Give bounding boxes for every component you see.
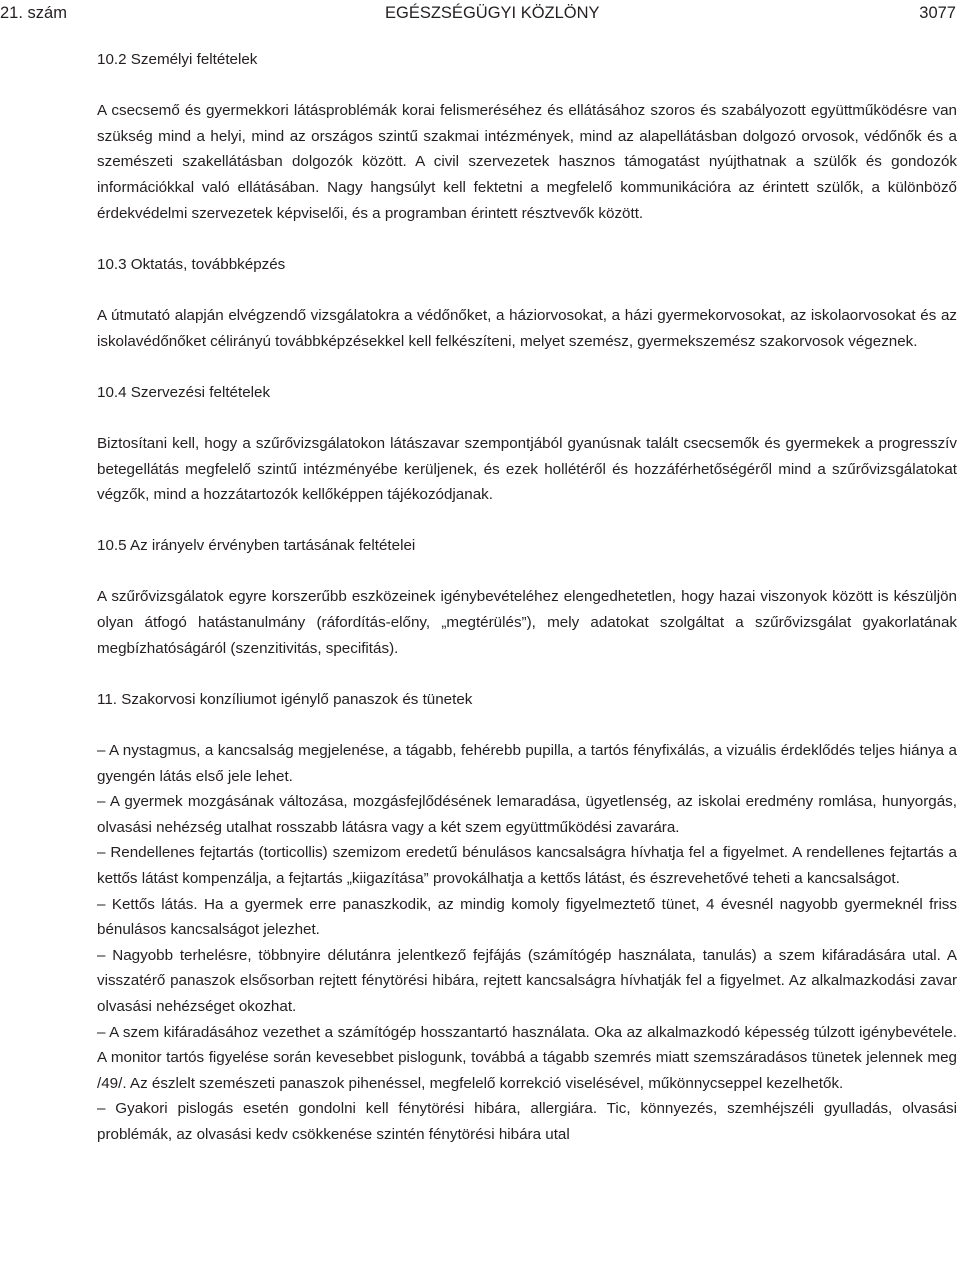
- journal-title: EGÉSZSÉGÜGYI KÖZLÖNY: [385, 4, 600, 22]
- list-item: – A szem kifáradásához vezethet a számítógép hosszantartó használata. Oka az alkalmazkodó képesség túlzott igénybevétele. A monitor tartós figyelése során kevesebbet pislogunk, továbbá a tágabb szemrés miatt szemszáradásos tünetek jelennek meg /49/. Az észlelt szemészeti panaszok pihenéssel, megfelelő korrekció viselésével, műkönnycseppel kezelhetők.: [97, 1023, 957, 1092]
- list-item: – Kettős látás. Ha a gyermek erre panaszkodik, az mindig komoly figyelmeztető tünet, 4 évesnél nagyobb gyermeknél friss bénulásos kancsalságot jelezhet.: [97, 895, 957, 939]
- section-heading-10-5: 10.5 Az irányelv érvényben tartásának feltételei: [97, 537, 416, 555]
- section-heading-11: 11. Szakorvosi konzíliumot igénylő panaszok és tünetek: [97, 690, 473, 708]
- list-item: – Gyakori pislogás esetén gondolni kell fénytörési hibára, allergiára. Tic, könnyezés, szemhéjszéli gyulladás, olvasási problémák, az olvasási kedv csökkenése szintén fénytörési hibára utal: [97, 1100, 957, 1143]
- section-paragraph-10-3: A útmutató alapján elvégzendő vizsgálatokra a védőnőket, a háziorvosokat, a házi gyermekorvosokat, az iskolaorvosokat és az iskolavédőnőket célirányú továbbképzésekkel kell felkészíteni, melyet szemész, gyermekszemész szakorvosok végeznek.: [97, 306, 957, 350]
- list-item: – Nagyobb terhelésre, többnyire délutánra jelentkező fejfájás (számítógép használata, tanulás) a szem kifáradására utal. A visszatérő panaszok elsősorban rejtett fénytörési hibára, rejtett kancsalságra hívhatják fel a figyelmet. Az alkalmazkodási zavar olvasási nehézséget okozhat.: [97, 946, 957, 1015]
- page-header: [0, 1, 960, 27]
- list-item: – A nystagmus, a kancsalság megjelenése, a tágabb, fehérebb pupilla, a tartós fényfixálás, a vizuális érdeklődés teljes hiánya a gyengén látás első jele lehet.: [97, 742, 957, 785]
- symptom-list: [97, 738, 957, 1148]
- section-heading-10-4: 10.4 Szervezési feltételek: [97, 383, 271, 401]
- document-body: [97, 47, 957, 1148]
- section-heading-10-2: 10.2 Személyi feltételek: [97, 51, 258, 68]
- section-paragraph-10-4: Biztosítani kell, hogy a szűrővizsgálatokon látászavar szempontjából gyanúsnak talált csecsemők és gyermekek a progresszív betegellátás megfelelő szintű intézményébe kerüljenek, és ezek hollétéről és hozzáférhetőségéről mind a szűrővizsgálatokat végzők, mind a hozzátartozók kellőképpen tájékozódjanak.: [97, 434, 957, 504]
- list-item: – Rendellenes fejtartás (torticollis) szemizom eredetű bénulásos kancsalságra hívhatja fel a figyelmet. A rendellenes fejtartás a kettős látást kompenzálja, a fejtartás „kiigazítása” provokálhatja a kettős látást, és észrevehetővé teheti a kancsalságot.: [97, 844, 957, 887]
- issue-number: 21. szám: [0, 4, 67, 22]
- section-heading-10-3: 10.3 Oktatás, továbbképzés: [97, 255, 286, 273]
- section-paragraph-10-2: A csecsemő és gyermekkori látásproblémák korai felismeréséhez és ellátásához szoros és szabályozott együttműködésre van szükség mind a helyi, mind az országos szintű szakmai intézmények, mind az alapellátásban dolgozó orvosok, védőnők és a szemészeti szakellátásban dolgozók között. A civil szervezetek hasznos támogatást nyújthatnak a szülők és gondozók információkkal való ellátásában. Nagy hangsúlyt kell fektetni a megfelelő kommunikációra az érintett szülők, a különböző érdekvédelmi szervezetek képviselői, és a programban érintett résztvevők között.: [97, 102, 957, 222]
- list-item: – A gyermek mozgásának változása, mozgásfejlődésének lemaradása, ügyetlenség, az iskolai eredmény romlása, hunyorgás, olvasási nehézség utalhat rosszabb látásra vagy a két szem együttműködési zavarára.: [97, 793, 957, 836]
- section-paragraph-10-5: A szűrővizsgálatok egyre korszerűbb eszközeinek igénybevételéhez elengedhetetlen, hogy hazai viszonyok között is készüljön olyan átfogó hatástanulmány (ráfordítás-előny, „megtérülés”), mely adatokat szolgáltat a szűrővizsgálat gyakorlatának megbízhatóságáról (szenzitivitás, specifitás).: [97, 588, 957, 657]
- page-number: 3077: [919, 4, 956, 22]
